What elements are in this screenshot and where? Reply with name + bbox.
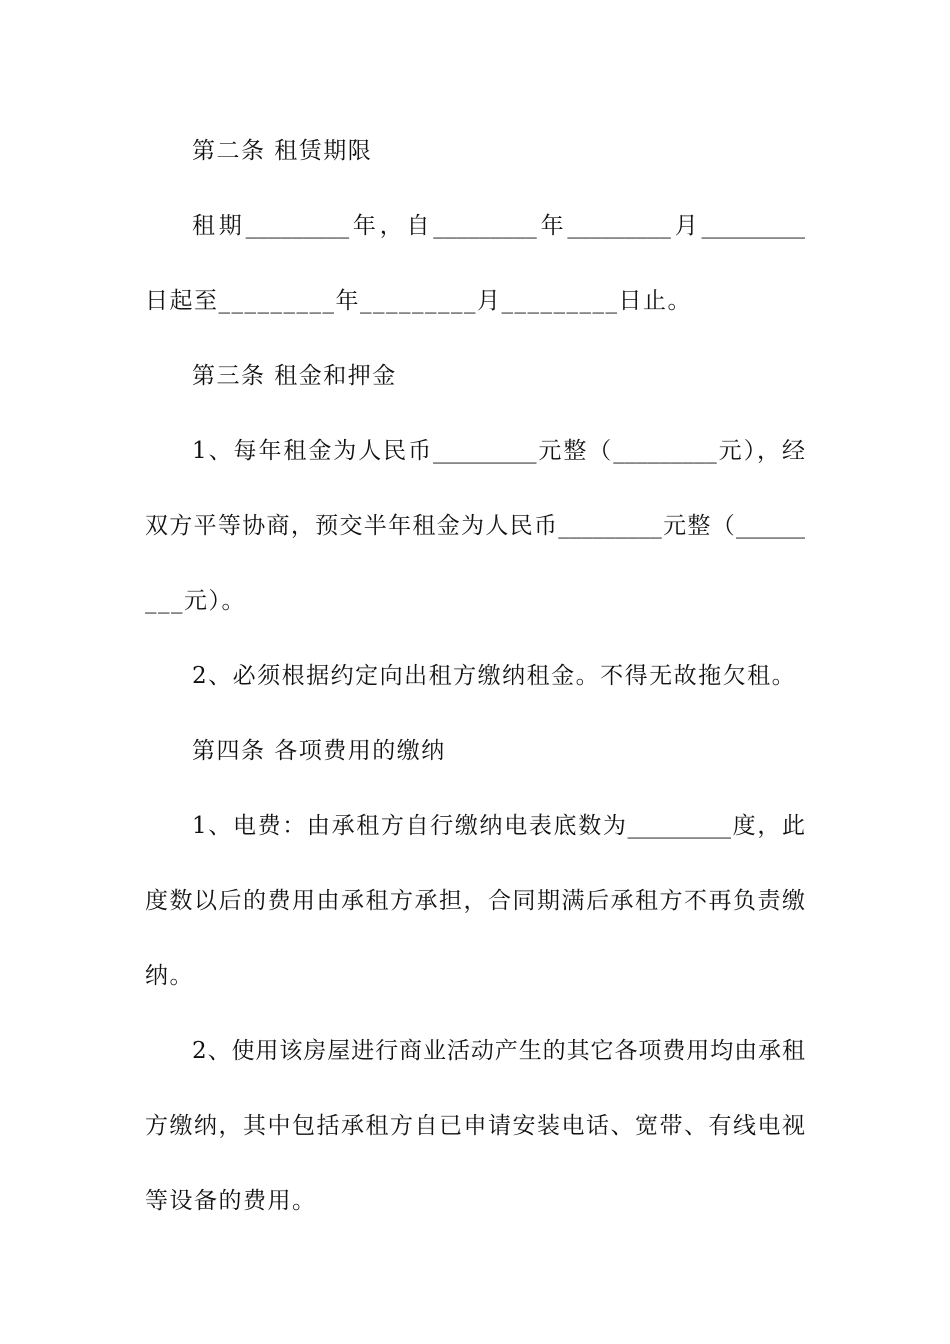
rent-clause-1-line-1: 1、每年租金为人民币_________元整（_________元），经	[192, 438, 805, 464]
fees-clause-2-line-1: 2、使用该房屋进行商业活动产生的其它各项费用均由承租	[192, 1038, 805, 1064]
fees-clause-1-line-1: 1、电费：由承租方自行缴纳电表底数为_________度，此	[192, 813, 805, 839]
article-3-heading: 第三条 租金和押金	[192, 363, 397, 389]
lease-term-line-1: 租期_________年，自_________年_________月_________	[192, 213, 805, 239]
article-4-heading: 第四条 各项费用的缴纳	[192, 738, 446, 764]
rent-clause-1-line-3: ___元）。	[145, 588, 246, 614]
fees-clause-2-line-2: 方缴纳，其中包括承租方自已申请安装电话、宽带、有线电视	[145, 1113, 805, 1139]
fees-clause-2-line-3: 等设备的费用。	[145, 1188, 317, 1214]
rent-clause-1-line-2: 双方平等协商，预交半年租金为人民币_________元整（______	[145, 513, 805, 539]
fees-clause-1-line-3: 纳。	[145, 963, 194, 989]
article-2-heading: 第二条 租赁期限	[192, 138, 373, 164]
fees-clause-1-line-2: 度数以后的费用由承租方承担，合同期满后承租方不再负责缴	[145, 888, 805, 914]
lease-term-line-2: 日起至_________年_________月_________日止。	[145, 288, 692, 314]
rent-clause-2: 2、必须根据约定向出租方缴纳租金。不得无故拖欠租。	[192, 663, 797, 689]
